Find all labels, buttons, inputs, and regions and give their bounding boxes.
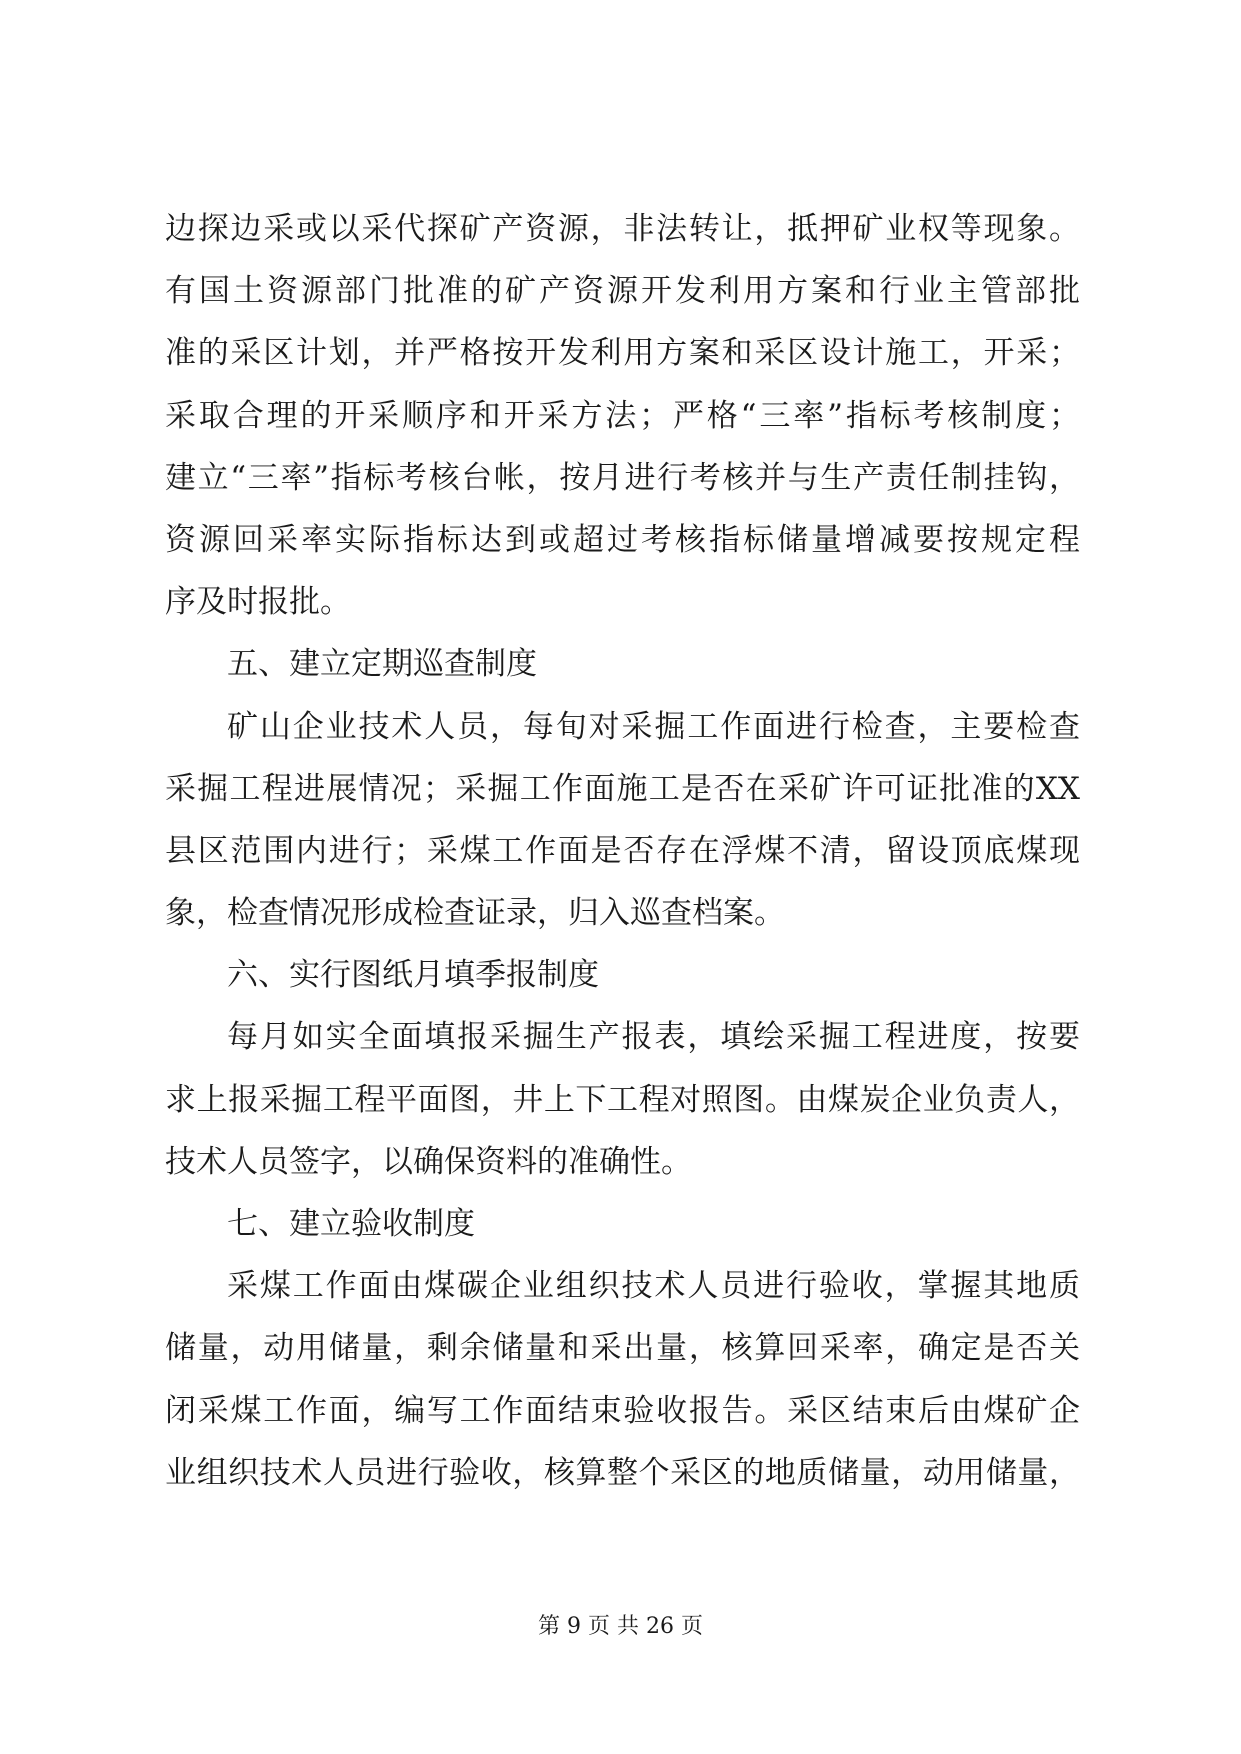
- body-line: 序及时报批。: [165, 584, 351, 621]
- body-line: 采掘工程进展情况；采掘工作面施工是否在采矿许可证批准的XX: [165, 770, 1080, 807]
- body-line: 业组织技术人员进行验收，核算整个采区的地质储量，动用储量，: [165, 1454, 1080, 1491]
- body-line: 闭采煤工作面，编写工作面结束验收报告。采区结束后由煤矿企: [165, 1392, 1080, 1429]
- body-line: 矿山企业技术人员，每旬对采掘工作面进行检查，主要检查: [227, 708, 1080, 745]
- body-line: 采取合理的开采顺序和开采方法；严格“三率”指标考核制度；: [165, 397, 1080, 434]
- body-line: 求上报采掘工程平面图，井上下工程对照图。由煤炭企业负责人，: [165, 1081, 1080, 1118]
- body-line: 准的采区计划，并严格按开发利用方案和采区设计施工，开采；: [165, 335, 1080, 372]
- body-line: 资源回采率实际指标达到或超过考核指标储量增减要按规定程: [165, 521, 1080, 558]
- body-line: 有国土资源部门批准的矿产资源开发利用方案和行业主管部批: [165, 273, 1080, 310]
- section-heading: 七、建立验收制度: [227, 1206, 475, 1242]
- body-line: 技术人员签字，以确保资料的准确性。: [165, 1143, 692, 1180]
- section-heading: 五、建立定期巡查制度: [227, 646, 537, 683]
- body-line: 边探边采或以采代探矿产资源，非法转让，抵押矿业权等现象。: [165, 211, 1080, 247]
- section-heading: 六、实行图纸月填季报制度: [227, 957, 599, 994]
- body-line: 建立“三率”指标考核台帐，按月进行考核并与生产责任制挂钩，: [165, 459, 1080, 496]
- document-body: [165, 198, 1080, 1504]
- page-number-footer: 第 9 页 共 26 页: [538, 1614, 703, 1639]
- body-line: 县区范围内进行；采煤工作面是否存在浮煤不清，留设顶底煤现: [165, 832, 1080, 869]
- body-line: 采煤工作面由煤碳企业组织技术人员进行验收，掌握其地质: [227, 1268, 1080, 1305]
- body-line: 储量，动用储量，剩余储量和采出量，核算回采率，确定是否关: [165, 1330, 1080, 1367]
- body-line: 每月如实全面填报采掘生产报表，填绘采掘工程进度，按要: [227, 1019, 1080, 1056]
- body-line: 象，检查情况形成检查证录，归入巡查档案。: [165, 895, 785, 932]
